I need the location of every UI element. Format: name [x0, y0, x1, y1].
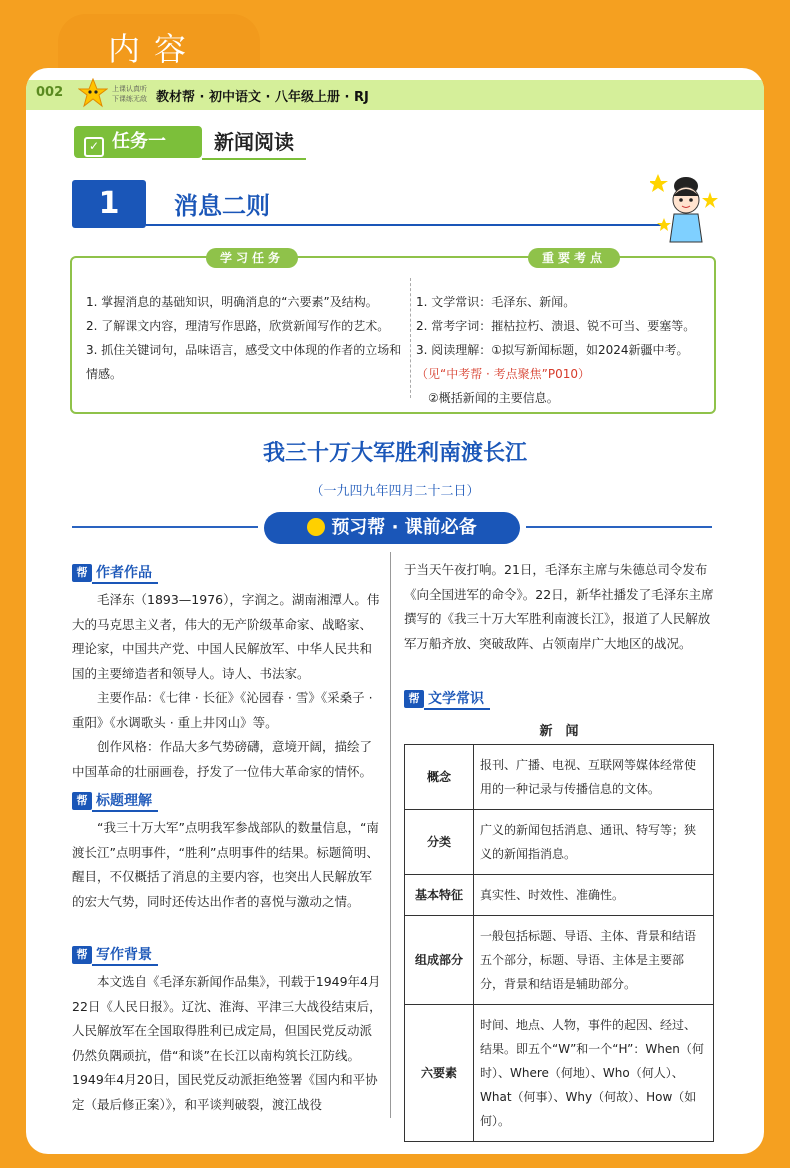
table-value: 时间、地点、人物，事件的起因、经过、结果。即五个“W”和一个“H”：When（何时）、Where（何地）、Who（何人）、What（何事）、Why（何故）、How（如何）。	[474, 1005, 714, 1142]
study-box	[70, 251, 716, 414]
banner-label: 预习帮 · 课前必备	[331, 517, 477, 538]
preview-banner	[264, 512, 520, 544]
table-caption: 新 闻	[539, 724, 579, 739]
table-row	[405, 916, 714, 1005]
table-row	[405, 810, 714, 875]
lesson-number: 1	[72, 180, 146, 228]
table-key: 六要素	[405, 1005, 474, 1142]
section-tag: 帮	[404, 690, 424, 708]
study-task-item: 1. 掌握消息的基础知识，明确消息的“六要素”及结构。	[86, 295, 378, 309]
article-date: （一九四九年四月二十二日）	[310, 484, 480, 499]
running-header	[26, 80, 764, 110]
key-point-item: ②概括新闻的主要信息。	[428, 391, 559, 405]
banner-rule-right	[526, 526, 712, 528]
task-name: 新闻阅读	[202, 126, 306, 160]
column-divider	[390, 552, 391, 1118]
key-points-list	[416, 290, 706, 410]
study-tasks-list	[86, 290, 404, 386]
background-text: 本文选自《毛泽东新闻作品集》，刊载于1949年4月22日《人民日报》。辽沈、淮海、平津三大战役结束后，人民解放军在全国取得胜利已成定局，但国民党反动派仍然负隅顽抗，借“和谈”在长江以南构筑长江防线。1949年4月20日，国民党反动派拒绝签署《国内和平协定（最后修正案）》，和平谈判破裂，渡江战役	[72, 974, 382, 1112]
key-point-reference: （见“中考帮 · 考点聚焦”P010）	[416, 367, 591, 381]
news-knowledge-table	[404, 744, 714, 1142]
table-key: 基本特征	[405, 875, 474, 916]
table-key: 概念	[405, 745, 474, 810]
section-title: 标题理解	[92, 790, 158, 812]
table-row	[405, 1005, 714, 1142]
author-style: 创作风格：作品大多气势磅礴，意境开阔，描绘了中国革命的壮丽画卷，抒发了一位伟大革命家的情怀。	[72, 739, 373, 779]
table-row	[405, 745, 714, 810]
box-divider	[410, 278, 411, 398]
study-task-item: 3. 抓住关键词句，品味语言，感受文中体现的作者的立场和情感。	[86, 343, 402, 381]
key-point-item: 1. 文学常识：毛泽东、新闻。	[416, 295, 576, 309]
tab-label: 内容	[108, 30, 201, 68]
key-points-title: 重要考点	[528, 248, 620, 268]
section-tag: 帮	[72, 564, 92, 582]
table-value: 一般包括标题、导语、主体、背景和结语五个部分，标题、导语、主体是主要部分，背景和结语是辅助部分。	[474, 916, 714, 1005]
section-title: 作者作品	[92, 562, 158, 584]
section-author-header	[72, 562, 158, 584]
study-task-item: 2. 了解课文内容，理清写作思路，欣赏新闻写作的艺术。	[86, 319, 390, 333]
author-works: 主要作品：《七律 · 长征》《沁园春 · 雪》《采桑子 · 重阳》《水调歌头 · 重上井冈山》等。	[72, 690, 373, 730]
cartoon-girl-icon	[650, 168, 720, 244]
table-key: 组成部分	[405, 916, 474, 1005]
section-title: 写作背景	[92, 944, 158, 966]
table-value: 广义的新闻包括消息、通讯、特写等；狭义的新闻指消息。	[474, 810, 714, 875]
banner-rule-left	[72, 526, 258, 528]
lesson-underline	[146, 224, 664, 226]
task-badge-label: 任务一	[112, 131, 166, 152]
section-title-meaning-header	[72, 790, 158, 812]
background-text-cont: 于当天午夜打响。21日，毛泽东主席与朱德总司令发布《向全国进军的命令》。22日，新华社播发了毛泽东主席撰写的《我三十万大军胜利南渡长江》，报道了人民解放军万船齐放、突破敌阵、占领南岸广大地区的战况。	[404, 562, 714, 651]
section-literature-header	[404, 688, 490, 710]
table-key: 分类	[405, 810, 474, 875]
key-point-item: 2. 常考字词：摧枯拉朽、溃退、锐不可当、要塞等。	[416, 319, 696, 333]
title-meaning-text: “我三十万大军”点明我军参战部队的数量信息，“南渡长江”点明事件，“胜利”点明事件的结果。标题简明、醒目，不仅概括了消息的主要内容，也突出人民解放军的宏大气势，同时还传达出作者的喜悦与激动之情。	[72, 820, 379, 909]
page-number: 002	[36, 85, 64, 100]
article-title: 我三十万大军胜利南渡长江	[262, 441, 527, 466]
table-value: 真实性、时效性、准确性。	[474, 875, 714, 916]
lesson-title: 消息二则	[174, 192, 270, 220]
book-title: 教材帮 · 初中语文 · 八年级上册 · RJ	[156, 90, 369, 105]
section-tag: 帮	[72, 792, 92, 810]
key-point-item: 3. 阅读理解：①拟写新闻标题，如2024新疆中考。	[416, 343, 689, 357]
checkbox-icon: ✓	[84, 137, 104, 157]
star-mascot-icon	[78, 78, 108, 108]
content-tab[interactable]	[58, 14, 260, 74]
mascot-hint: 上课认真听 下课练无敌	[112, 85, 147, 103]
section-title: 文学常识	[424, 688, 490, 710]
lightbulb-icon	[307, 518, 325, 536]
section-background-header	[72, 944, 158, 966]
task-badge	[74, 126, 202, 158]
study-tasks-title: 学习任务	[206, 248, 298, 268]
author-bio: 毛泽东（1893—1976），字润之。湖南湘潭人。伟大的马克思主义者，伟大的无产阶级革命家、战略家、理论家，中国共产党、中国人民解放军、中华人民共和国的主要缔造者和领导人。诗人、书法家。	[72, 592, 380, 681]
page-sheet	[26, 68, 764, 1154]
section-tag: 帮	[72, 946, 92, 964]
table-row	[405, 875, 714, 916]
table-value: 报刊、广播、电视、互联网等媒体经常使用的一种记录与传播信息的文体。	[474, 745, 714, 810]
